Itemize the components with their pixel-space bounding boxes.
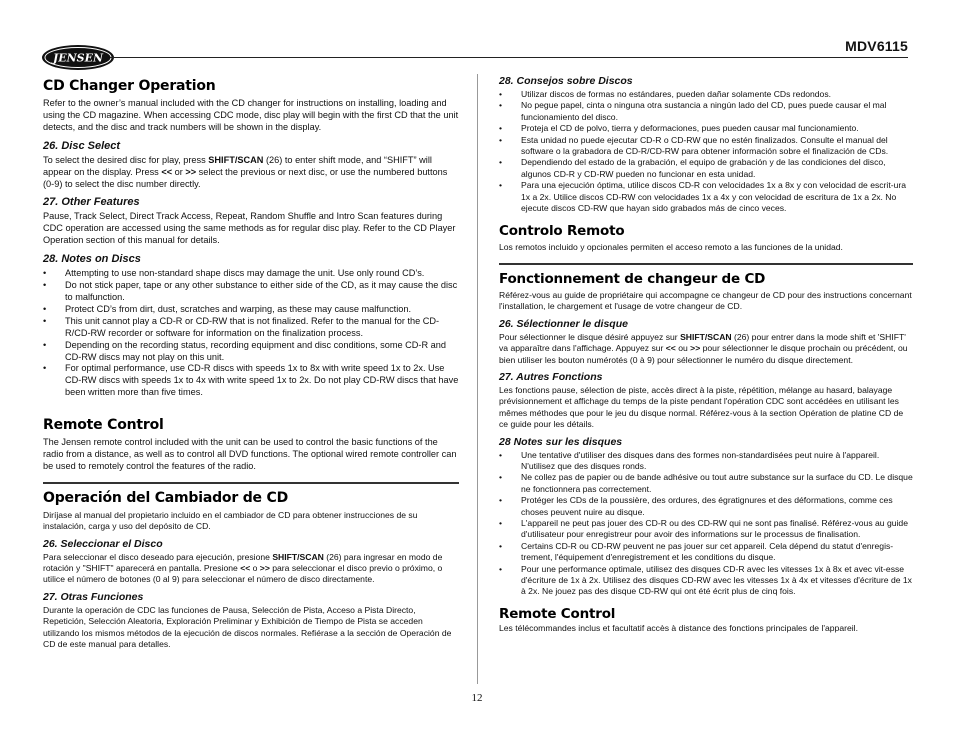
consejos-title: 28. Consejos sobre Discos: [499, 75, 633, 87]
disc-select-text: To select the desired disc for play, press SHIFT/SCAN (26) to enter shift mode, and “SHIFT” will appear on the display. Press << or >> select the previous or next disc, or use the numbered buttons (0-9) to select the disc number directly.: [43, 154, 448, 189]
list-item: • Ne collez pas de papier ou de bande adhésive ou tout autre substance sur la surface du CD. Le disque ne fonctionnera pas correctement.: [499, 472, 913, 495]
section-rule: [43, 482, 459, 484]
list-item: • Dependiendo del estado de la grabación, el equipo de grabación y de las condiciones del disco, algunos CD-R y CD-RW pueden no funcionar en esta unidad.: [499, 157, 913, 180]
autres-text: Les fonctions pause, sélection de piste, accès direct à la piste, répétition, mélange au hasard, balayage prévisionnement et affichage du temps de la piste pendant l'opération CDC sont accédées en utilisant les mêmes méthodes que pour le jeu du disque normal. Référez-vous à la section Opération de platine CD de ce guide pour les détails.: [499, 384, 904, 430]
logo-text: JENSEN: [52, 51, 104, 65]
cd-changer-title: CD Changer Operation: [43, 78, 216, 94]
seleccionar-text: Para seleccionar el disco deseado para ejecución, presione SHIFT/SCAN (26) para ingresar en modo de rotación y "SHIFT" aparecerá en pantalla. Presione << o >> para seleccionar el disco previo o próximo, o utilice el número de botones (0 al 9) para seleccionar el número de disco directamente.: [43, 551, 443, 585]
fonctionnement-title: Fonctionnement de changeur de CD: [499, 270, 766, 287]
right-column: [499, 74, 913, 634]
list-item: • Protect CD’s from dirt, dust, scratches and warping, as these may cause malfunction.: [43, 304, 459, 316]
operacion-title: Operación del Cambiador de CD: [43, 489, 288, 506]
list-item: • Depending on the recording status, recording equipment and disc conditions, some CD-R and CD-RW discs may not play on this unit.: [43, 340, 459, 364]
list-item: • Certains CD-R ou CD-RW peuvent ne pas jouer sur cet appareil. Cela dépend du statut d'enregis-trement, l'équipement d'enregistrement et les conditions du disque.: [499, 541, 913, 564]
autres-title: 27. Autres Fonctions: [499, 370, 603, 383]
notes-disques-list: [499, 450, 913, 598]
remote-control-title: Remote Control: [43, 417, 164, 434]
otras-text: Durante la operación de CDC las funciones de Pausa, Selección de Pista, Acceso a Pista Directo, Repetición, Selección Aleatoria, Exploración Preliminar y Exhibición de Tiempo de Pista se acceden utilizando los mismos métodos de la ejecución de discos normales. Refiérase a la sección de Operación de CD de este manual para detalles.: [43, 604, 452, 650]
other-features-text: Pause, Track Select, Direct Track Access, Repeat, Random Shuffle and Intro Scan features during CDC operation are accessed using the same methods as for regular disc play. Refer to the CD Player Operation section of this manual for details.: [43, 211, 456, 246]
list-item: • Pour une performance optimale, utilisez des disques CD-R avec les vitesses 1x à 8x et avec vit-esse d'écriture de 1x à 2x. Utilisez des disques CD-RW avec les vitesses 1x à 4x et vitesses d'écriture de 1x à 2x. Ne jouez pas des disque CD-RW qui ont été écrit plus de cinq fois.: [499, 564, 913, 598]
otras-title: 27. Otras Funciones: [43, 590, 144, 603]
list-item: • L'appareil ne peut pas jouer des CD-R ou des CD-RW qui ne sont pas finalisé. Référez-vous au guide d'utilisateur pour enregistreur pour avoir des informations sur le processus de finalisation.: [499, 518, 913, 541]
selectionner-title: 26. Sélectionner le disque: [499, 317, 628, 330]
operacion-intro: Diríjase al manual del propietario incluido en el cambiador de CD para obtener instrucciones de su instalación, carga y uso del depósito de CD.: [43, 509, 418, 532]
selectionner-text: Pour sélectionner le disque désiré appuyez sur SHIFT/SCAN (26) pour entrer dans la mode shift et 'SHIFT' va apparaître dans l'affichage. Appuyez sur << ou >> pour sélectionner le disque prochain ou précédent, ou bien utiliser les bouton numérotés (0 à 9) pour sélectionner le numéro du disque directement.: [499, 331, 908, 365]
list-item: • Protéger les CDs de la poussière, des ordures, des égratignures et des déformations, comme ces choses peuvent nuire au disque.: [499, 495, 913, 518]
section-rule: [499, 263, 913, 265]
list-item: • For optimal performance, use CD-R discs with speeds 1x to 8x with write speed 1x to 2x. Use CD-RW discs with speeds 1x to 4x with write speed 1x to 2x. Do not play CD-RW discs that have been written more than five times.: [43, 363, 459, 399]
remote-control-text: The Jensen remote control included with the unit can be used to control the basic functions of the radio from a distance, as well as to control all DVD functions. The optional wired remote controller can be used to remotely control the features of the radio.: [43, 437, 457, 471]
list-item: • Esta unidad no puede ejecutar CD-R o CD-RW que no estén finalizados. Consulte el manual del software o la grabadora de CD-R/CD-RW para obtener información sobre el finalización de CDs.: [499, 135, 913, 158]
controlo-title: Controlo Remoto: [499, 223, 625, 240]
list-item: • Para una ejecución óptima, utilice discos CD-R con velocidades 1x a 8x y con velocidad de escrit-ura 1x a 2x. Utilice discos CD-RW con velocidades 1x a 4x y con velocidad de escritura de 1x a 2x. No ejecute discos CD-RW que hayan sido grabados más de cinco veces.: [499, 180, 913, 214]
left-column: [43, 74, 459, 651]
remote-control-fr-title: Remote Control: [499, 605, 616, 622]
column-divider: [477, 74, 478, 684]
notes-discs-title: 28. Notes on Discs: [43, 253, 141, 266]
remote-control-fr-text: Les télécommandes inclus et facultatif accès à distance des fonctions principales de l'appareil.: [499, 622, 858, 633]
notes-disques-title: 28 Notes sur les disques: [499, 435, 623, 448]
header-rule: [110, 57, 908, 58]
list-item: • Utilizar discos de formas no estándares, pueden dañar solamente CDs redondos.: [499, 89, 913, 100]
jensen-logo: [41, 44, 115, 71]
other-features-title: 27. Other Features: [43, 196, 140, 209]
list-item: • No pegue papel, cinta o ninguna otra sustancia a ningún lado del CD, pues puede causar el mal funcionamiento del disco.: [499, 100, 913, 123]
list-item: • Proteja el CD de polvo, tierra y deformaciones, pues pueden causar mal funcionamiento.: [499, 123, 913, 134]
seleccionar-title: 26. Seleccionar el Disco: [43, 537, 163, 550]
cd-changer-intro: Refer to the owner’s manual included with the CD changer for instructions on installing, loading and using the CD magazine. When accessing CDC mode, disc play will begin with the first CD that the unit detects, and the disc and track numbers will be shown in the display.: [43, 98, 459, 132]
list-item: • Une tentative d'utiliser des disques dans des formes non-standardisées peut nuire à l'appareil. N'utilisez que des disques ronds.: [499, 450, 913, 473]
model-number: MDV6115: [845, 38, 908, 54]
controlo-text: Los remotos incluido y opcionales permiten el acceso remoto a las funciones de la unidad.: [499, 242, 843, 253]
consejos-list: [499, 89, 913, 214]
list-item: • This unit cannot play a CD-R or CD-RW that is not finalized. Refer to the manual for the CD-R/CD-RW recorder or software for information on the finalization process.: [43, 316, 459, 340]
list-item: • Attempting to use non-standard shape discs may damage the unit. Use only round CD’s.: [43, 268, 459, 280]
notes-discs-list: [43, 268, 459, 399]
page-number: 12: [471, 692, 483, 704]
disc-select-title: 26. Disc Select: [43, 139, 121, 152]
list-item: • Do not stick paper, tape or any other substance to either side of the CD, as it may cause the disc to malfunction.: [43, 280, 459, 304]
fonctionnement-intro: Référez-vous au guide de propriétaire qui accompagne ce changeur de CD pour des instructions concernant l'installation, le chargement et l'usage de votre changeur de CD.: [499, 289, 912, 312]
